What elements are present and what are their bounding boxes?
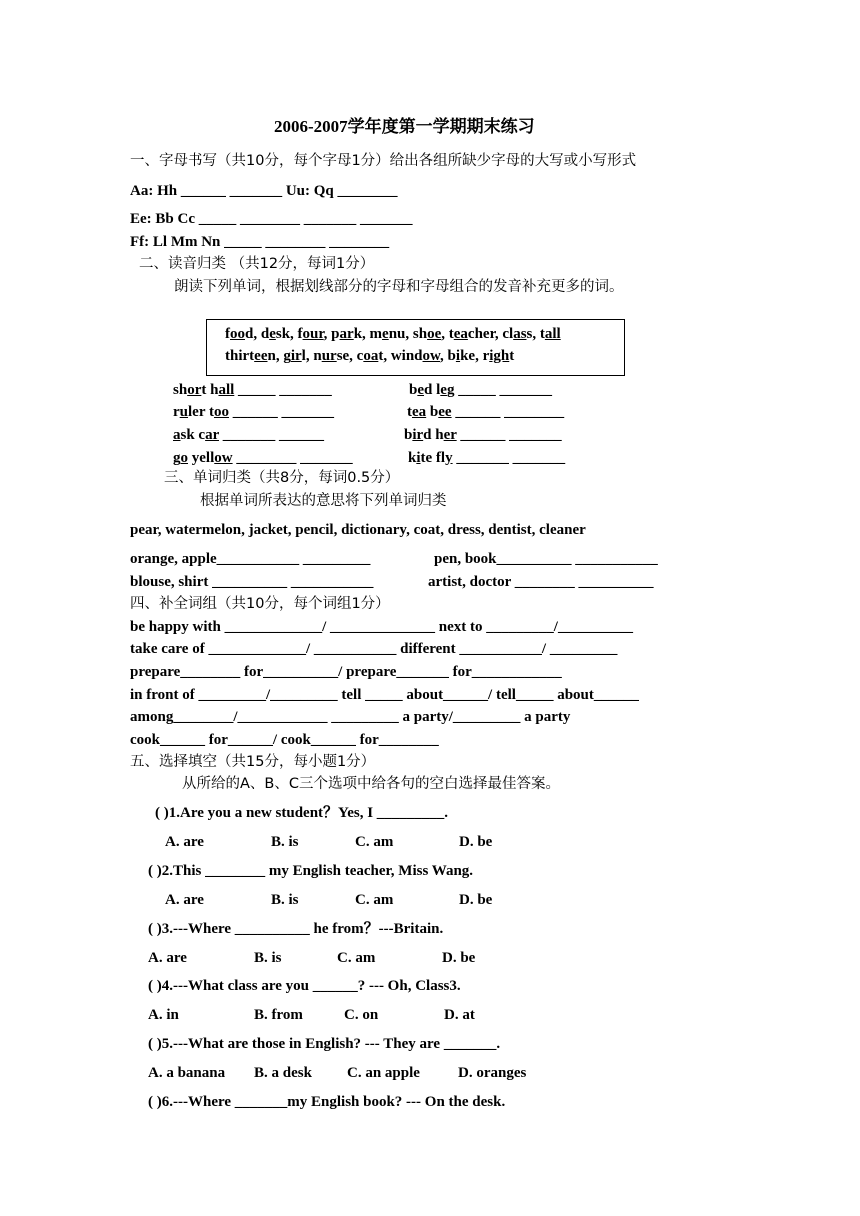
- word-text: yell: [188, 450, 215, 466]
- underlined-sound: ow: [422, 348, 441, 364]
- word-text: sk, f: [275, 326, 303, 342]
- phrase-row: take care of _____________/ ___________ different ___________/ _________: [130, 641, 618, 657]
- underlined-sound: u: [179, 404, 189, 420]
- option-a: A. in: [148, 1007, 179, 1023]
- phrase-row: be happy with _____________/ ______________ next to _________/__________: [130, 619, 633, 635]
- word-text: thirt: [225, 348, 255, 364]
- section5-instruction: 从所给的A、B、C三个选项中给各句的空白选择最佳答案。: [182, 776, 560, 792]
- option-c: C. am: [355, 834, 394, 850]
- underlined-sound: oa: [363, 348, 379, 364]
- category-row: blouse, shirt __________ ___________: [130, 574, 374, 590]
- option-a: A. are: [165, 834, 204, 850]
- category-row: orange, apple___________ _________: [130, 551, 371, 567]
- underlined-sound: as: [513, 326, 527, 342]
- underlined-sound: oo: [230, 326, 245, 342]
- word-text: ______ _______: [456, 427, 562, 443]
- underlined-sound: e: [382, 326, 389, 342]
- option-d: D. be: [442, 950, 476, 966]
- page-title: 2006-2007学年度第一学期期末练习: [274, 117, 535, 136]
- section3-instruction: 根据单词所表达的意思将下列单词归类: [200, 493, 447, 509]
- underlined-sound: ow: [214, 450, 233, 466]
- section5-heading: 五、选择填空（共15分，每小题1分）: [130, 754, 376, 770]
- sound-row-right: [407, 403, 564, 421]
- underlined-sound: e: [269, 326, 276, 342]
- word-text: b: [426, 404, 439, 420]
- option-b: B. from: [254, 1007, 303, 1023]
- question-5: ( )5.---What are those in English? --- They are _______.: [148, 1036, 501, 1052]
- underlined-sound: ir: [290, 348, 302, 364]
- underlined-sound: i: [416, 450, 421, 466]
- underlined-sound: oo: [213, 404, 229, 420]
- underlined-sound: ea: [412, 404, 427, 420]
- section2-instruction: 朗读下列单词，根据划线部分的字母和字母组合的发音补充更多的词。: [174, 279, 624, 295]
- underlined-sound: e: [440, 382, 447, 398]
- underlined-sound: a: [173, 427, 181, 443]
- word-text: g: [173, 450, 181, 466]
- underlined-sound: or: [187, 382, 202, 398]
- underlined-sound: ea: [453, 326, 468, 342]
- word-box-line: [225, 347, 514, 365]
- word-text: sk c: [180, 427, 206, 443]
- sound-row-right: [408, 449, 565, 467]
- section2-heading: 二、读音归类 （共12分，每词1分）: [139, 256, 375, 272]
- word-text: , t: [441, 326, 454, 342]
- option-d: D. be: [459, 834, 493, 850]
- word-text: cher, cl: [467, 326, 514, 342]
- underlined-sound: y: [445, 450, 453, 466]
- underlined-sound: ar: [339, 326, 354, 342]
- option-b: B. is: [271, 892, 299, 908]
- word-text: b: [404, 427, 413, 443]
- word-text: d, d: [245, 326, 270, 342]
- sound-row-right: [404, 426, 562, 444]
- underlined-sound: ur: [321, 348, 337, 364]
- phrase-row: in front of _________/_________ tell _____ about______/ tell_____ about______: [130, 687, 639, 703]
- word-text: g _____ _______: [446, 382, 552, 398]
- underlined-sound: our: [302, 326, 324, 342]
- sound-row-left: [173, 426, 324, 444]
- word-text: ______ ________: [451, 404, 565, 420]
- word-text: t, wind: [378, 348, 423, 364]
- section4-heading: 四、补全词组（共10分，每个词组1分）: [130, 596, 390, 612]
- word-text: n, g: [267, 348, 291, 364]
- option-d: D. be: [459, 892, 493, 908]
- option-a: A. are: [148, 950, 187, 966]
- underlined-sound: oe: [427, 326, 442, 342]
- word-text: ________ _______: [232, 450, 353, 466]
- underlined-sound: ir: [412, 427, 424, 443]
- phrase-row: among________/____________ _________ a party/_________ a party: [130, 709, 571, 725]
- word-text: t h: [201, 382, 219, 398]
- word-text: te fl: [420, 450, 446, 466]
- word-list: pear, watermelon, jacket, pencil, dictionary, coat, dress, dentist, cleaner: [130, 522, 586, 538]
- underlined-sound: o: [180, 450, 188, 466]
- option-b: B. a desk: [254, 1065, 312, 1081]
- question-4: ( )4.---What class are you ______? --- Oh, Class3.: [148, 978, 461, 994]
- option-a: A. are: [165, 892, 204, 908]
- underlined-sound: ar: [205, 427, 219, 443]
- category-row: pen, book__________ ___________: [434, 551, 658, 567]
- option-c: C. an apple: [347, 1065, 420, 1081]
- question-2: ( )2.This ________ my English teacher, Miss Wang.: [148, 863, 474, 879]
- word-box-line: [225, 325, 561, 343]
- section1-row: Ff: Ll Mm Nn _____ ________ ________: [130, 234, 390, 250]
- section1-row: Aa: Hh ______ _______ Uu: Qq ________: [130, 183, 398, 199]
- phrase-row: prepare________ for__________/ prepare_______ for____________: [130, 664, 562, 680]
- option-d: D. oranges: [458, 1065, 527, 1081]
- section1-heading: 一、字母书写（共10分，每个字母1分）给出各组所缺少字母的大写或小写形式: [130, 153, 637, 169]
- word-text: b: [409, 382, 418, 398]
- word-text: ler t: [188, 404, 214, 420]
- question-1: ( )1.Are you a new student？Yes, I _________.: [155, 805, 449, 821]
- option-c: C. am: [337, 950, 376, 966]
- word-text: nu, sh: [388, 326, 428, 342]
- question-6: ( )6.---Where _______my English book? --- On the desk.: [148, 1094, 506, 1110]
- category-row: artist, doctor ________ __________: [428, 574, 654, 590]
- word-text: k: [408, 450, 417, 466]
- word-text: , b: [440, 348, 456, 364]
- word-text: f: [225, 326, 230, 342]
- word-text: t: [509, 348, 515, 364]
- word-text: s, t: [526, 326, 545, 342]
- option-b: B. is: [254, 950, 282, 966]
- option-d: D. at: [444, 1007, 475, 1023]
- sound-row-left: [173, 381, 332, 399]
- word-text: ke, r: [460, 348, 490, 364]
- word-text: _____ _______: [234, 382, 332, 398]
- word-text: d h: [423, 427, 444, 443]
- word-text: d l: [424, 382, 441, 398]
- word-text: , p: [323, 326, 340, 342]
- underlined-sound: all: [544, 326, 561, 342]
- sound-row-right: [409, 381, 552, 399]
- phrase-row: cook______ for______/ cook______ for________: [130, 732, 439, 748]
- word-text: l, n: [301, 348, 322, 364]
- word-text: t: [407, 404, 412, 420]
- word-text: r: [173, 404, 180, 420]
- underlined-sound: ee: [254, 348, 268, 364]
- underlined-sound: e: [417, 382, 425, 398]
- sound-row-left: [173, 449, 353, 467]
- word-text: _______ _______: [452, 450, 566, 466]
- word-text: ______ _______: [228, 404, 334, 420]
- option-a: A. a banana: [148, 1065, 226, 1081]
- option-b: B. is: [271, 834, 299, 850]
- underlined-sound: i: [455, 348, 461, 364]
- underlined-sound: igh: [489, 348, 510, 364]
- underlined-sound: ee: [438, 404, 452, 420]
- option-c: C. am: [355, 892, 394, 908]
- word-text: _______ ______: [218, 427, 324, 443]
- word-text: sh: [173, 382, 188, 398]
- section3-heading: 三、单词归类（共8分，每词0.5分）: [164, 470, 400, 486]
- underlined-sound: er: [443, 427, 457, 443]
- section1-row: Ee: Bb Cc _____ ________ _______ _______: [130, 211, 413, 227]
- sound-row-left: [173, 403, 334, 421]
- option-c: C. on: [344, 1007, 379, 1023]
- underlined-sound: all: [218, 382, 235, 398]
- word-text: k, m: [353, 326, 383, 342]
- question-3: ( )3.---Where __________ he from？---Britain.: [148, 921, 444, 937]
- word-text: se, c: [336, 348, 364, 364]
